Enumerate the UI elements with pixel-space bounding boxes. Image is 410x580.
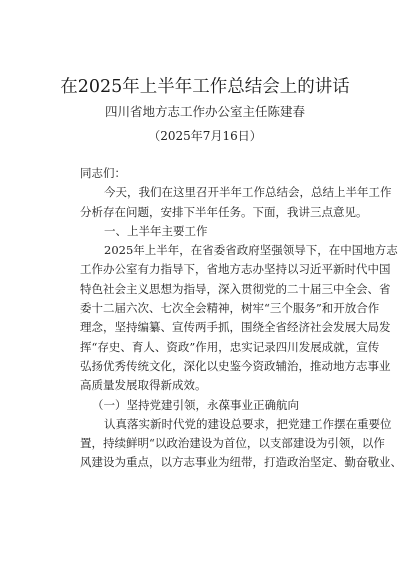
paragraph-line: 高质量发展取得新成效。 xyxy=(80,378,207,393)
paragraph-line: 弘扬优秀传统文化，深化以史鉴今资政辅治，推动地方志事业 xyxy=(80,358,391,373)
paragraph-line: 认真落实新时代党的建设总要求，把党建工作摆在重要位 xyxy=(104,416,392,431)
section-heading: 一、上半年主要工作 xyxy=(104,223,208,238)
document-subtitle: 四川省地方志工作办公室主任陈建春 xyxy=(104,104,305,119)
paragraph-line: 2025年上半年，在省委省政府坚强领导下，在中国地方志 xyxy=(104,243,398,258)
document-title: 在2025年上半年工作总结会上的讲话 xyxy=(60,77,350,97)
document-date: （2025年7月16日） xyxy=(148,129,262,143)
subsection-heading: （一）坚持党建引领，永葆事业正确航向 xyxy=(92,397,299,412)
paragraph-line: 特色社会主义思想为指导，深入贯彻党的二十届三中全会、省 xyxy=(80,281,391,296)
paragraph-line: 风建设为重点，以方志事业为纽带，打造政治坚定、勤奋敬业、 xyxy=(80,455,402,470)
paragraph-line: 理念，坚持编纂、宣传两手抓，围绕全省经济社会发展大局发 xyxy=(80,320,391,335)
paragraph-line: 挥“存史、育人、资政”作用，忠实记录四川发展成就，宣传 xyxy=(80,339,380,354)
document-body xyxy=(80,164,402,473)
paragraph-line: 今天，我们在这里召开半年工作总结会，总结上半年工作 xyxy=(104,185,392,200)
paragraph-line: 分析存在问题，安排下半年任务。下面，我讲三点意见。 xyxy=(80,204,368,219)
paragraph-line: 工作办公室有力指导下，省地方志办坚持以习近平新时代中国 xyxy=(80,262,391,277)
paragraph-line: 委十二届六次、七次全会精神，树牢“三个服务”和开放合作 xyxy=(80,301,380,316)
paragraph-line: 置，持续鲜明“以政治建设为首位，以支部建设为引领，以作 xyxy=(80,436,385,451)
salutation: 同志们： xyxy=(80,166,126,180)
